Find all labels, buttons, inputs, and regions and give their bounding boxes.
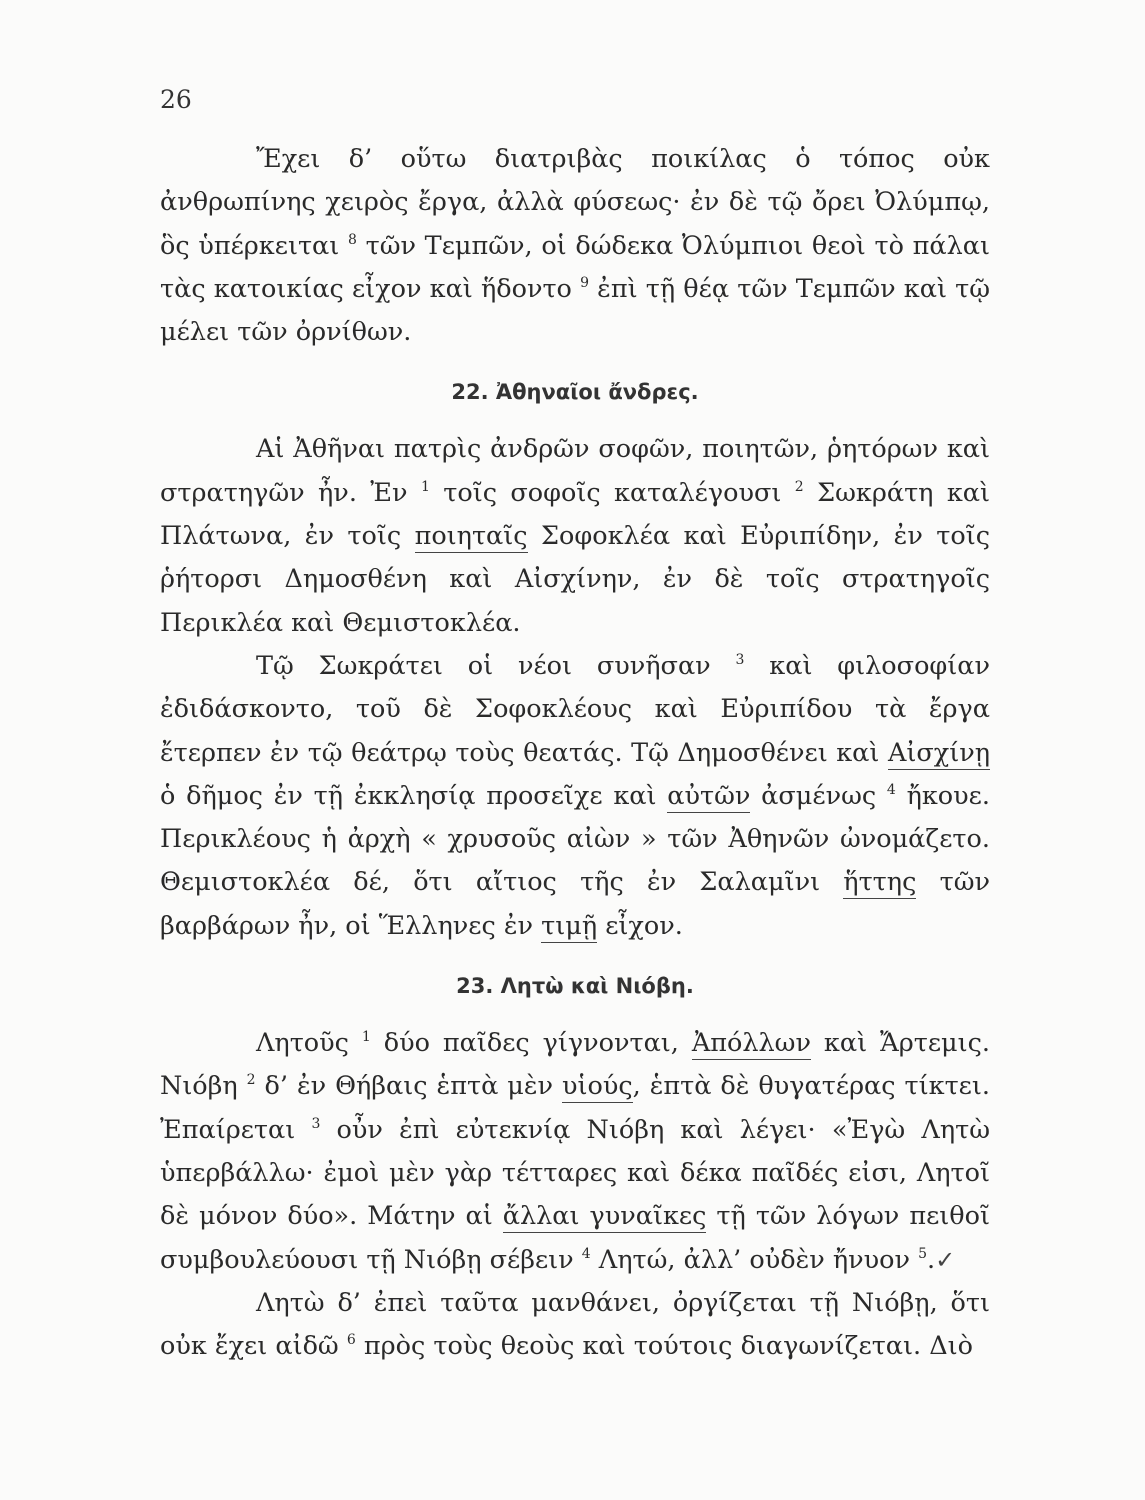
text-run: οὖν ἐπὶ εὐτεκνίᾳ Νιόβη καὶ λέγει· «Ἐγὼ Λητὼ ὑπερβάλλω· ἐμοὶ μὲν γὰρ τέτταρες καὶ δέκα παῖδές εἰσι, Λητοῖ δὲ μόνον δύο». Μάτην αἱ — [160, 1114, 990, 1232]
text-run: τῶν βαρβάρων ἦν, οἱ Ἕλληνες ἐν — [160, 867, 990, 941]
text-run: Λητώ, ἀλλ’ οὐδὲν ἤνυον — [590, 1244, 919, 1275]
text-run: εἶχον. — [597, 910, 683, 941]
text-run: τῇ τῶν λόγων πειθοῖ συμβουλεύουσι τῇ Νιόβῃ σέβειν — [160, 1201, 990, 1275]
text-run: Τῷ Σωκράτει οἱ νέοι συνῆσαν — [256, 650, 736, 681]
text-run: Λητὼ δ’ ἐπεὶ ταῦτα μανθάνει, ὀργίζεται τῇ Νιόβῃ, ὅτι οὐκ ἔχει αἰδῶ — [160, 1287, 990, 1362]
document-page — [160, 85, 990, 1368]
underlined-word: ποιηταῖς — [414, 521, 528, 552]
text-run: . — [927, 1244, 936, 1275]
text-run: ἤκουε. Περικλέους ἡ ἀρχὴ « χρυσοῦς αἰὼν » τῶν Ἀθηνῶν ὠνομάζετο. Θεμιστοκλέα δέ, ὅτι αἴτιος τῆς ἐν Σαλαμῖνι — [160, 780, 990, 898]
section-23-paragraph-1 — [160, 1022, 990, 1282]
footnote-marker: 4 — [886, 781, 896, 798]
text-run: Αἱ Ἀθῆναι πατρὶς ἀνδρῶν σοφῶν, ποιητῶν, ῥητόρων καὶ στρατηγῶν ἦν. Ἐν — [160, 434, 990, 508]
footnote-marker: 2 — [246, 1072, 256, 1089]
footnote-marker: 3 — [311, 1115, 321, 1132]
underlined-word: υἱούς — [561, 1071, 633, 1102]
text-run: Σοφοκλέα καὶ Εὐριπίδην, ἐν τοῖς ῥήτορσι Δημοσθένη καὶ Αἰσχίνην, ἐν δὲ τοῖς στρατηγοῖς Περικλέα καὶ Θεμιστοκλέα. — [160, 521, 990, 638]
text-run: ἀσμένως — [750, 780, 887, 811]
text-run: Σωκράτη καὶ Πλάτωνα, ἐν τοῖς — [160, 477, 990, 552]
footnote-marker: 3 — [735, 651, 745, 668]
section-22-paragraph-1 — [160, 428, 990, 644]
text-run: ὁ δῆμος ἐν τῇ ἐκκλησίᾳ προσεῖχε καὶ — [160, 780, 668, 811]
footnote-marker: 4 — [581, 1245, 591, 1262]
footnote-marker: 8 — [347, 231, 357, 248]
text-run: δ’ ἐν Θήβαις ἑπτὰ μὲν — [255, 1071, 562, 1102]
footnote-marker: 1 — [361, 1029, 371, 1046]
check-mark-icon: ✓ — [935, 1245, 956, 1274]
underlined-word: Αἰσχίνῃ — [887, 737, 990, 768]
footnote-marker: 9 — [580, 274, 589, 291]
underlined-word: αὐτῶν — [667, 780, 751, 811]
text-run: πρὸς τοὺς θεοὺς καὶ τούτοις διαγωνίζεται. Διὸ — [355, 1331, 974, 1362]
section-22-heading: 22. Ἀθηναῖοι ἄνδρες. — [451, 380, 699, 405]
text-run: Λητοῦς — [256, 1028, 362, 1059]
footnote-marker: 6 — [346, 1332, 356, 1349]
underlined-word: τιμῇ — [541, 910, 598, 941]
text-run: τῶν Τεμπῶν, οἱ δώδεκα Ὀλύμπιοι θεοὶ τὸ πάλαι τὰς κατοικίας εἶχον καὶ ἥδοντο — [160, 230, 991, 304]
section-22-paragraph-2 — [160, 645, 990, 948]
section-23-heading: 23. Λητὼ καὶ Νιόβη. — [456, 974, 694, 999]
text-run: καὶ φιλοσοφίαν ἐδιδάσκοντο, τοῦ δὲ Σοφοκλέους καὶ Εὐριπίδου τὰ ἔργα ἔτερπεν ἐν τῷ θεάτρῳ τοὺς θεατάς. Τῷ Δημοσθένει καὶ — [160, 650, 990, 768]
text-run: , ἑπτὰ δὲ θυγατέρας τίκτει. Ἐπαίρεται — [160, 1071, 990, 1145]
text-run: Ἔχει δ’ οὕτω διατριβὰς ποικίλας ὁ τόπος οὐκ ἀνθρωπίνης χειρὸς ἔργα, ἀλλὰ φύσεως· ἐν δὲ τῷ ὄρει Ὀλύμπῳ, ὃς ὑπέρκειται — [160, 144, 990, 261]
underlined-word: Ἀπόλλων — [691, 1028, 811, 1059]
underlined-word: ἥττης — [843, 867, 917, 898]
footnote-marker: 5 — [918, 1245, 928, 1262]
footnote-marker: 2 — [794, 478, 804, 495]
page-number: 26 — [160, 85, 192, 114]
intro-paragraph — [160, 138, 990, 354]
text-run: δύο παῖδες γίγνονται, — [370, 1028, 692, 1059]
underlined-word: ἄλλαι γυναῖκες — [502, 1201, 707, 1232]
text-run: καὶ Ἄρτεμις. Νιόβη — [160, 1028, 990, 1102]
section-23-paragraph-2 — [160, 1282, 990, 1369]
text-run: τοῖς σοφοῖς καταλέγουσι — [429, 477, 795, 508]
footnote-marker: 1 — [420, 478, 430, 495]
text-run: ἐπὶ τῇ θέᾳ τῶν Τεμπῶν καὶ τῷ μέλει τῶν ὀρνίθων. — [160, 273, 990, 348]
